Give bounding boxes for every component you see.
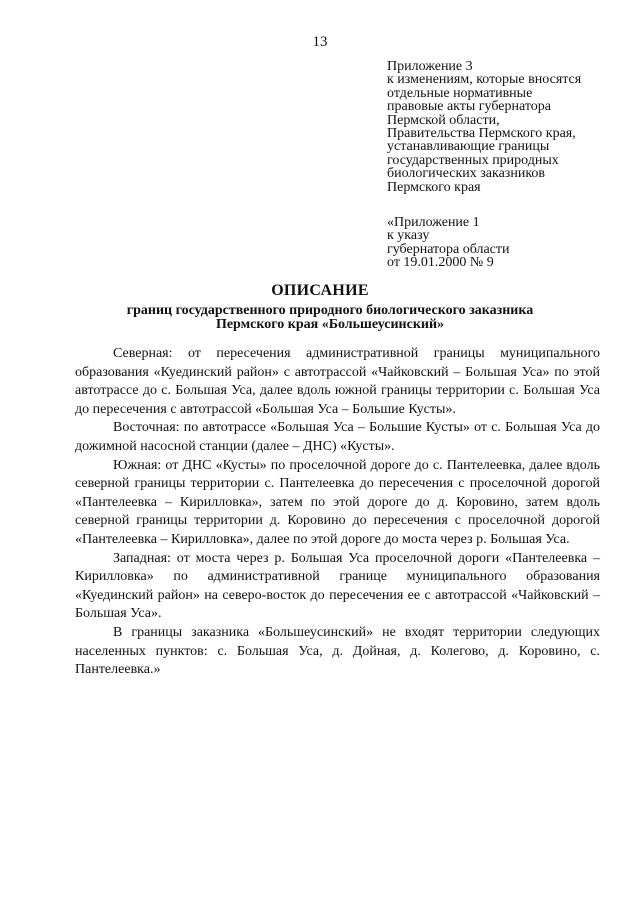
appendix-line: Пермской области, [387,112,500,128]
paragraph-east: Восточная: по автотрассе «Большая Уса – Большие Кусты» от с. Большая Уса до дожимной насосной станции (далее – ДНС) «Кусты». [75,420,600,454]
appendix-line: Правительства Пермского края, [387,126,576,142]
appendix-line: биологических заказников [387,166,546,182]
subtitle-line-1: границ государственного природного биологического заказника [126,303,534,318]
appendix-line: к изменениям, которые вносятся [387,72,582,88]
document-body [75,345,600,680]
page-number: 13 [312,34,328,50]
subtitle-line-2: Пермского края «Большеусинский» [215,317,445,332]
paragraph-north: Северная: от пересечения административной границы муниципального образования «Куединский район» с автотрассой «Чайковский – Большая Уса» по этой автотрассе до с. Большая Уса, далее вдоль южной границы территории с. Большая Уса до пересечения с автотрассой «Большая Уса – Большие Кусты». [75,346,600,417]
paragraph-exclusions: В границы заказника «Большеусинский» не входят территории следующих населенных пунктов: с. Большая Уса, д. Дойная, д. Колегово, д. Коровино, с. Пантелеевка.» [75,624,600,678]
paragraph-west: Западная: от моста через р. Большая Уса проселочной дороги «Пантелеевка – Кирилловка» по административной границе муниципального образования «Куединский район» на северо-восток до пересечения ее с автотрассой «Чайковский – Большая Уса». [75,550,600,622]
appendix-line: государственных природных [387,152,559,168]
appendix-line: правовые акты губернатора [387,99,552,115]
appendix-line: отдельные нормативные [387,85,533,101]
appendix-header [387,60,632,194]
annex-line: к указу [387,228,430,244]
appendix-line: Приложение 3 [387,59,473,74]
annex-line: «Приложение 1 [387,215,480,230]
annex-line: от 19.01.2000 № 9 [387,255,494,271]
document-title: ОПИСАНИЕ [271,282,369,299]
appendix-line: Пермского края [387,179,481,195]
appendix-line: устанавливающие границы [387,139,550,155]
annex-line: губернатора области [387,241,510,257]
document-subtitle [100,304,560,332]
annex-header [387,216,632,270]
paragraph-south: Южная: от ДНС «Кусты» по проселочной дороге до с. Пантелеевка, далее вдоль северной границы территории с. Пантелеевка до пересечения с проселочной дорогой «Пантелеевка – Кирилловка», затем по этой дороге до д. Коровино, затем вдоль северной границы территории д. Коровино до пересечения с проселочной дорогой «Пантелеевка – Кирилловка», далее по этой дороге до моста через р. Большая Уса. [75,457,600,547]
